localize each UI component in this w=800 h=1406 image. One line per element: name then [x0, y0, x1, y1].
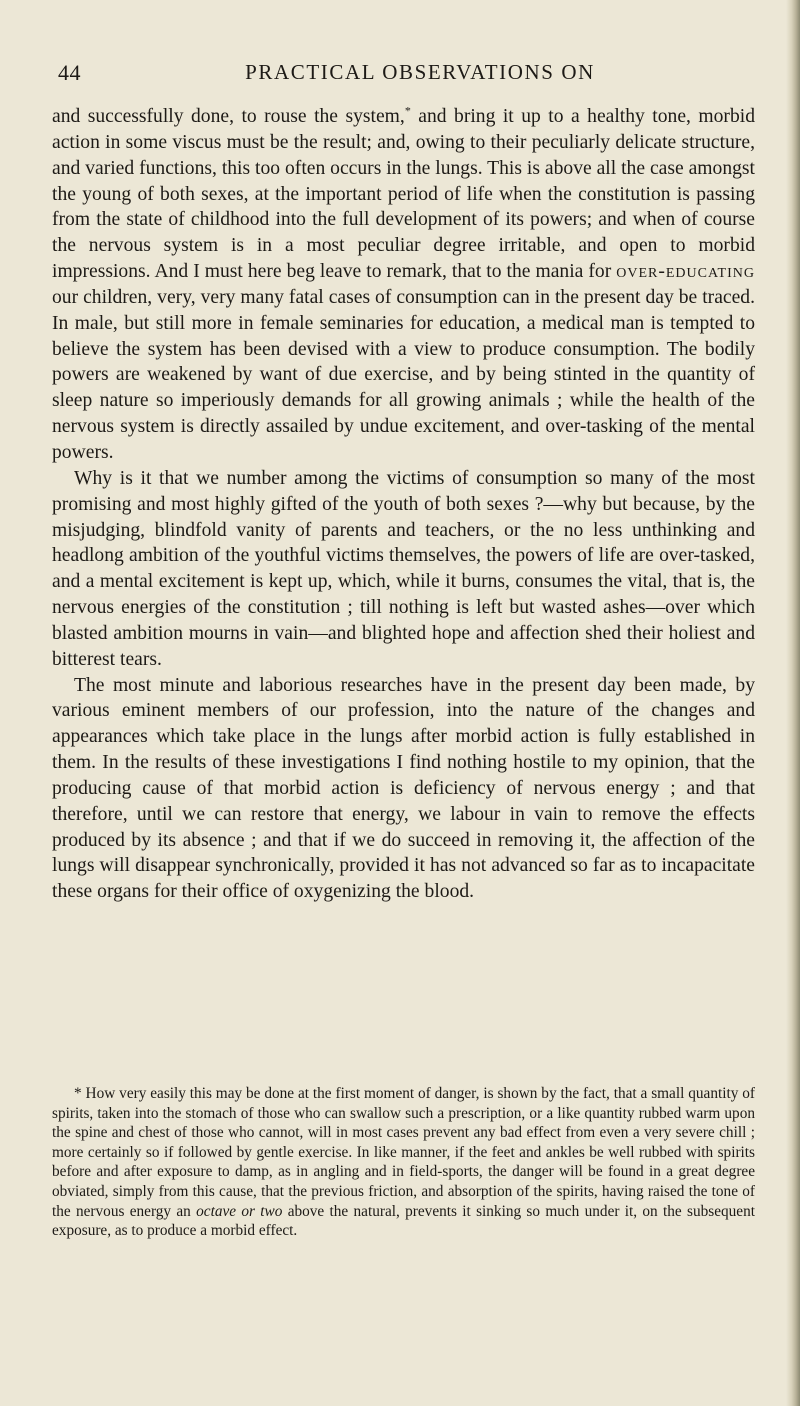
footnote-marker: * — [74, 1085, 82, 1102]
footnote-text-end: above the natural, prevents it sinking so much under it, on the subsequent exposure, as to produce a morbid effect. — [52, 1202, 755, 1240]
paragraph-3: The most minute and laborious researches have in the present day been made, by various eminent members of our profession, into the nature of the changes and appearances which take place in the lungs after morbid action is fully established in them. In the results of these investigations I find nothing hostile to my opinion, that the producing cause of that morbid action is deficiency of nervous energy ; and that therefore, until we can restore that energy, we labour in vain to remove the effects produced by its absence ; and that if we do succeed in removing it, the affection of the lungs will disappear synchronically, provided it has not advanced so far as to incapacitate these organs for their office of oxygenizing the blood. — [52, 674, 755, 903]
paragraph-1-text-end: our children, very, very many fatal cases of consumption can in the present day be traced. In male, but still more in female seminaries for education, a medical man is tempted to believe the system has been devised with a view to produce consumption. The bodily powers are weakened by want of due exercise, and by being stinted in the quantity of sleep nature so imperiously demands for all growing animals ; while the health of the nervous system is directly assailed by undue excitement, and over-tasking of the mental powers. — [52, 286, 755, 463]
page-header — [50, 60, 750, 90]
paragraph-2: Why is it that we number among the victims of consumption so many of the most promising and most highly gifted of the youth of both sexes ?—why but because, by the misjudging, blindfold vanity of parents and teachers, or the no less unthinking and headlong ambition of the youthful victims themselves, the powers of life are over-tasked, and a mental excitement is kept up, which, while it burns, consumes the vital, that is, the nervous energies of the constitution ; till nothing is left but wasted ashes—over which blasted ambition mourns in vain—and blighted hope and affection shed their holiest and bitterest tears. — [52, 467, 755, 670]
paragraph-1-text-middle: and bring it up to a healthy tone, morbid action in some viscus must be the result; and, owing to their peculiarly delicate structure, and varied functions, this too often occurs in the lungs. This is above all the case amongst the young of both sexes, at the important period of life when the constitution is passing from the state of childhood into the full development of its powers; and when of course the nervous system is in a most peculiar degree irritable, and open to morbid impressions. And I must here beg leave to remark, that to the mania for — [52, 106, 755, 283]
footnote-italic-phrase: octave or two — [196, 1202, 283, 1220]
footnote-reference: * — [404, 103, 411, 118]
paragraph-1 — [52, 104, 755, 466]
footnote — [52, 1084, 755, 1241]
footnote-text-start: How very easily this may be done at the first moment of danger, is shown by the fact, that a small quantity of spirits, taken into the stomach of those who can swallow such a prescription, or a like quantity rubbed warm upon the spine and chest of those who cannot, will in most cases prevent any bad effect from even a very severe chill ; more certainly so if followed by gentle exercise. In like manner, if the feet and ankles be well rubbed with spirits before and after exposure to damp, as in angling and in field-sports, the danger will be found in a great degree obviated, simply from this cause, that the previous friction, and absorption of the spirits, having raised the tone of the nervous energy an — [52, 1085, 755, 1220]
over-educating-emphasis: over-educating — [616, 261, 755, 283]
running-head: PRACTICAL OBSERVATIONS ON — [245, 60, 595, 84]
body-text — [52, 104, 755, 905]
paragraph-1-text-start: and successfully done, to rouse the system, — [52, 106, 405, 127]
page-number: 44 — [58, 60, 81, 85]
page-edge-shadow — [786, 0, 800, 1406]
